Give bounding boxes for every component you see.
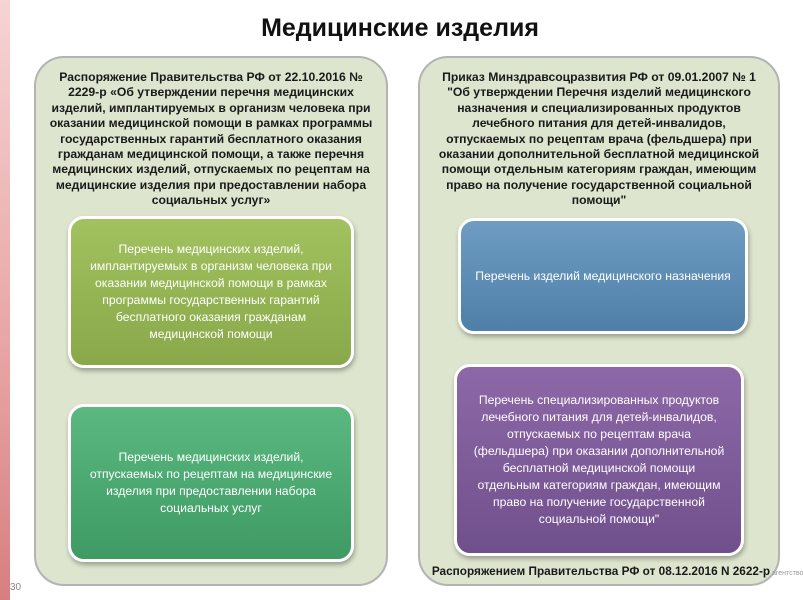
page-title: Медицинские изделия — [261, 14, 539, 42]
left-accent-strip — [0, 0, 10, 600]
prescription-devices-card — [68, 404, 354, 562]
corner-logo-icon: агентство — [772, 570, 803, 577]
page-number: 30 — [10, 582, 22, 593]
left-panel-heading: Распоряжение Правительства РФ от 22.10.2016 № 2229-р «Об утверждении перечня медицинских изделий, имплантируемых в организм человека при оказании медицинской помощи в рамках программы государственных гарантий бесплатного оказания гражданам медицинской помощи, а также перечня медицинских изделий, отпускаемых по рецептам на медицинские изделия при предоставлении набора социальных услуг» — [49, 70, 373, 208]
right-panel-heading: Приказ Минздравсоцразвития РФ от 09.01.2007 № 1 "Об утверждении Перечня изделий медицинского назначения и специализированных продуктов лечебного питания для детей-инвалидов, отпускаемых по рецептам врача (фельдшера) при оказании дополнительной бесплатной медицинской помощи отдельным категориям граждан, имеющим право на получение государственной социальной помощи" — [438, 70, 760, 208]
right-panel-footer: Распоряжением Правительства РФ от 08.12.2016 N 2622-р — [431, 564, 771, 578]
implant-devices-text: Перечень медицинских изделий, имплантируемых в организм человека при оказании медицинской помощи в рамках программы государственных гарантий бесплатного оказания гражданам медицинской помощи — [90, 242, 332, 341]
medical-products-text: Перечень изделий медицинского назначения — [475, 268, 731, 283]
implant-devices-card — [68, 216, 354, 368]
left-panel — [34, 56, 388, 586]
special-nutrition-card — [454, 364, 744, 556]
right-panel — [418, 56, 780, 586]
medical-products-card — [458, 218, 748, 334]
special-nutrition-text: Перечень специализированных продуктов лечебного питания для детей-инвалидов, отпускаемых по рецептам врача (фельдшера) при оказании дополнительной бесплатной медицинской помощи отдельным категориям граждан, имеющим право на получение государственной социальной помощи" — [473, 393, 725, 526]
prescription-devices-text: Перечень медицинских изделий, отпускаемых по рецептам на медицинские изделия при предоставлении набора социальных услуг — [89, 450, 333, 515]
